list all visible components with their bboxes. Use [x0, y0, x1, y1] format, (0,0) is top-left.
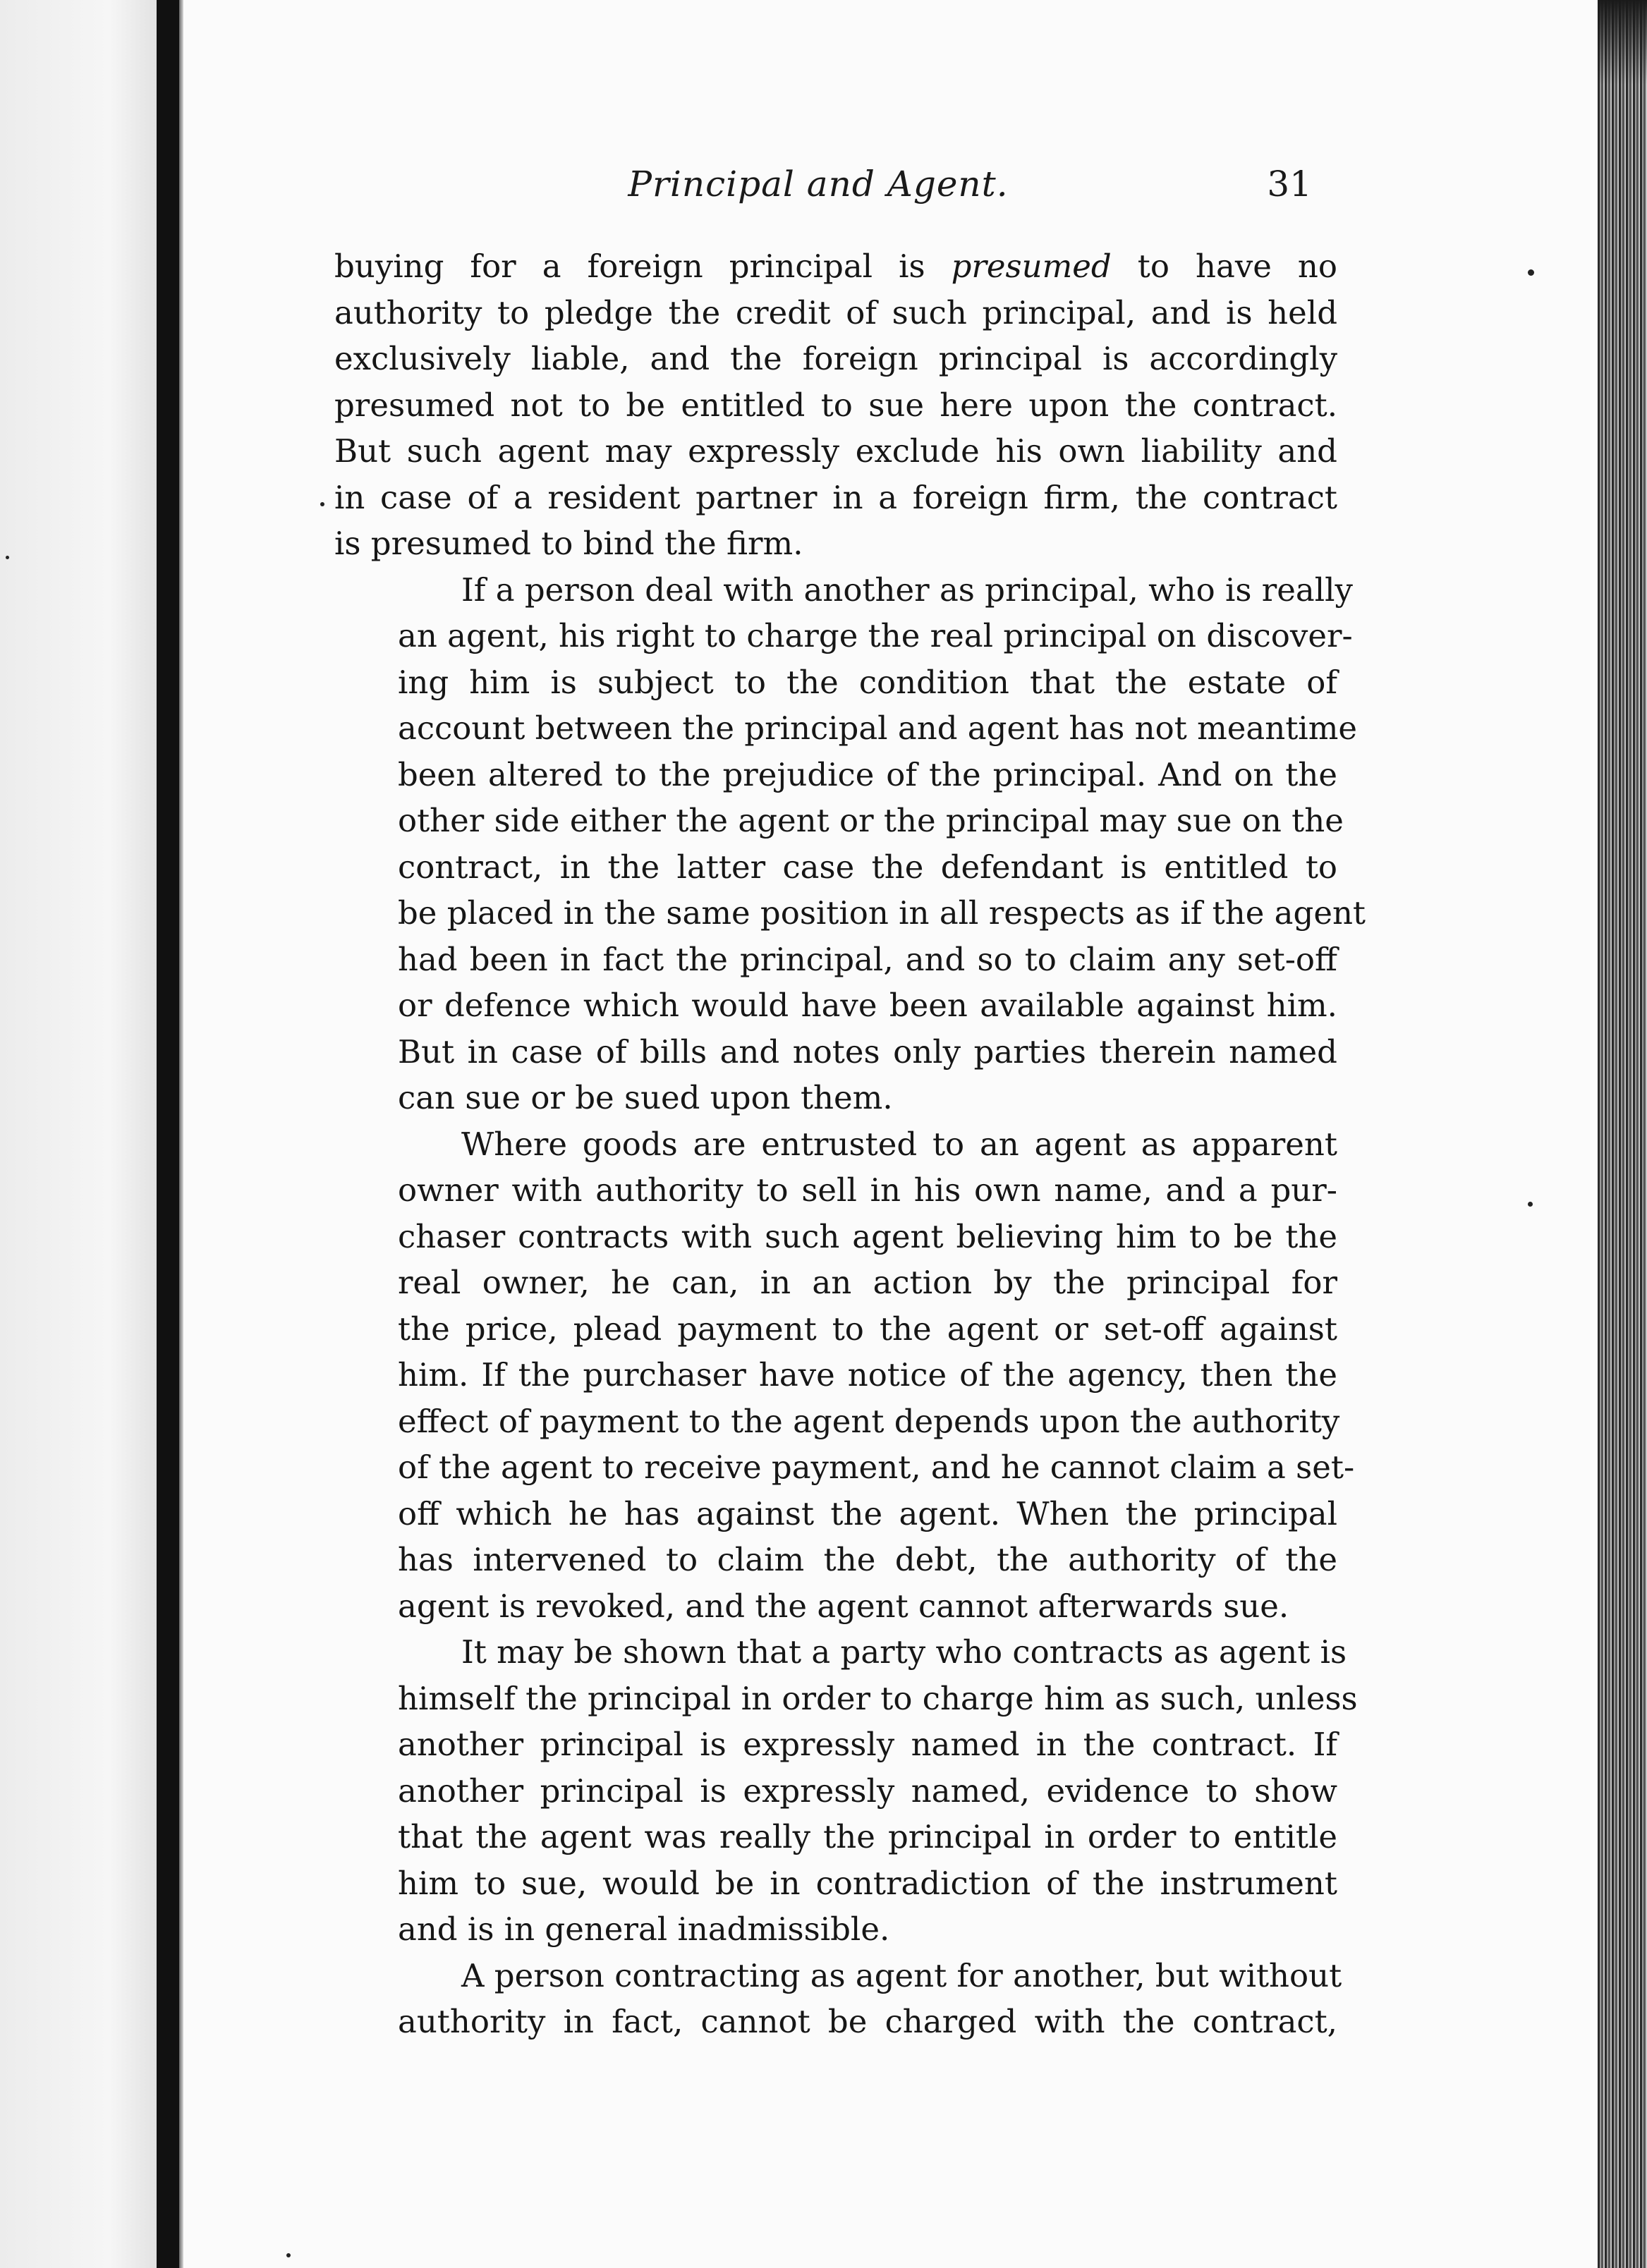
italic-word: presumed: [951, 248, 1112, 285]
text-line: Where goods are entrusted to an agent as apparent: [461, 1125, 1337, 1163]
text-line: A person contracting as agent for another, but without: [461, 1956, 1342, 1994]
text-line: owner with authority to sell in his own name, and a pur-: [398, 1171, 1337, 1209]
text-line: another principal is expressly named in the contract. If: [398, 1726, 1337, 1763]
paragraph: [334, 1121, 1355, 1630]
text-line: can sue or be sued upon them.: [398, 1079, 893, 1116]
text-line: be placed in the same position in all respects as if the agent: [398, 894, 1366, 932]
fore-edge-shadow: [1598, 0, 1647, 85]
text-line: exclusively liable, and the foreign principal is accordingly: [334, 340, 1337, 377]
text-line: authority to pledge the credit of such principal, and is held: [334, 293, 1337, 331]
text-line: has intervened to claim the debt, the authority of the: [398, 1541, 1337, 1578]
ink-speck: [1528, 269, 1534, 276]
page-number: 31: [1267, 164, 1312, 205]
paragraph: [334, 567, 1366, 1121]
text-line: effect of payment to the agent depends upon the authority: [398, 1402, 1340, 1440]
text-line: authority in fact, cannot be charged with the contract,: [398, 2003, 1337, 2040]
running-header: [324, 164, 1312, 220]
fore-edge: [1598, 0, 1647, 2268]
text-line: been altered to the prejudice of the principal. And on the: [398, 755, 1337, 793]
text-line: real owner, he can, in an action by the principal for: [398, 1264, 1337, 1301]
text-line: the price, plead payment to the agent or set-off against: [398, 1310, 1337, 1348]
previous-page-edge: [0, 0, 157, 2268]
text-line: other side either the agent or the principal may sue on the: [398, 802, 1344, 839]
text-line: of the agent to receive payment, and he cannot claim a set-: [398, 1449, 1355, 1486]
paragraph: [334, 1953, 1342, 2045]
text-line: agent is revoked, and the agent cannot afterwards sue.: [398, 1587, 1289, 1625]
text-line: had been in fact the principal, and so to claim any set-off: [398, 940, 1337, 978]
paragraph: [334, 243, 1337, 567]
text-line: contract, in the latter case the defendant is entitled to: [398, 848, 1337, 886]
text-line: buying for a foreign principal is presumed to have no: [334, 248, 1337, 285]
text-line: off which he has against the agent. When the principal: [398, 1494, 1337, 1532]
ink-speck: [1528, 1202, 1533, 1207]
text-line: him. If the purchaser have notice of the agency, then the: [398, 1356, 1337, 1394]
text-line: If a person deal with another as principal, who is really: [461, 571, 1353, 609]
text-line: presumed not to be entitled to sue here upon the contract.: [334, 386, 1337, 424]
ink-speck: [286, 2253, 291, 2257]
text-line: chaser contracts with such agent believing him to be the: [398, 1217, 1337, 1255]
paragraph: [334, 1629, 1358, 1953]
text-line: account between the principal and agent has not meantime: [398, 709, 1357, 747]
text-line: another principal is expressly named, evidence to show: [398, 1772, 1337, 1810]
text-line: him to sue, would be in contradiction of the instrument: [398, 1864, 1337, 1902]
text-line: and is in general inadmissible.: [398, 1910, 890, 1948]
ink-speck: [6, 556, 9, 559]
body-text: [334, 243, 1366, 2045]
book-gutter: [157, 0, 179, 2268]
text-line: But such agent may expressly exclude his own liability and: [334, 432, 1337, 470]
text-line: It may be shown that a party who contracts as agent is: [461, 1633, 1347, 1671]
text-line: an agent, his right to charge the real principal on discover-: [398, 617, 1353, 654]
text-line: ing him is subject to the condition that the estate of: [398, 663, 1337, 701]
text-line: is presumed to bind the firm.: [334, 525, 803, 562]
text-line: But in case of bills and notes only parties therein named: [398, 1032, 1337, 1071]
text-line: himself the principal in order to charge him as such, unless: [398, 1679, 1358, 1717]
ink-speck: [320, 502, 324, 506]
running-title: Principal and Agent.: [628, 164, 1009, 205]
text-line: in case of a resident partner in a foreign firm, the contract: [334, 478, 1337, 516]
text-line: or defence which would have been available against him.: [398, 987, 1337, 1024]
text-line: that the agent was really the principal in order to entitle: [398, 1818, 1337, 1855]
